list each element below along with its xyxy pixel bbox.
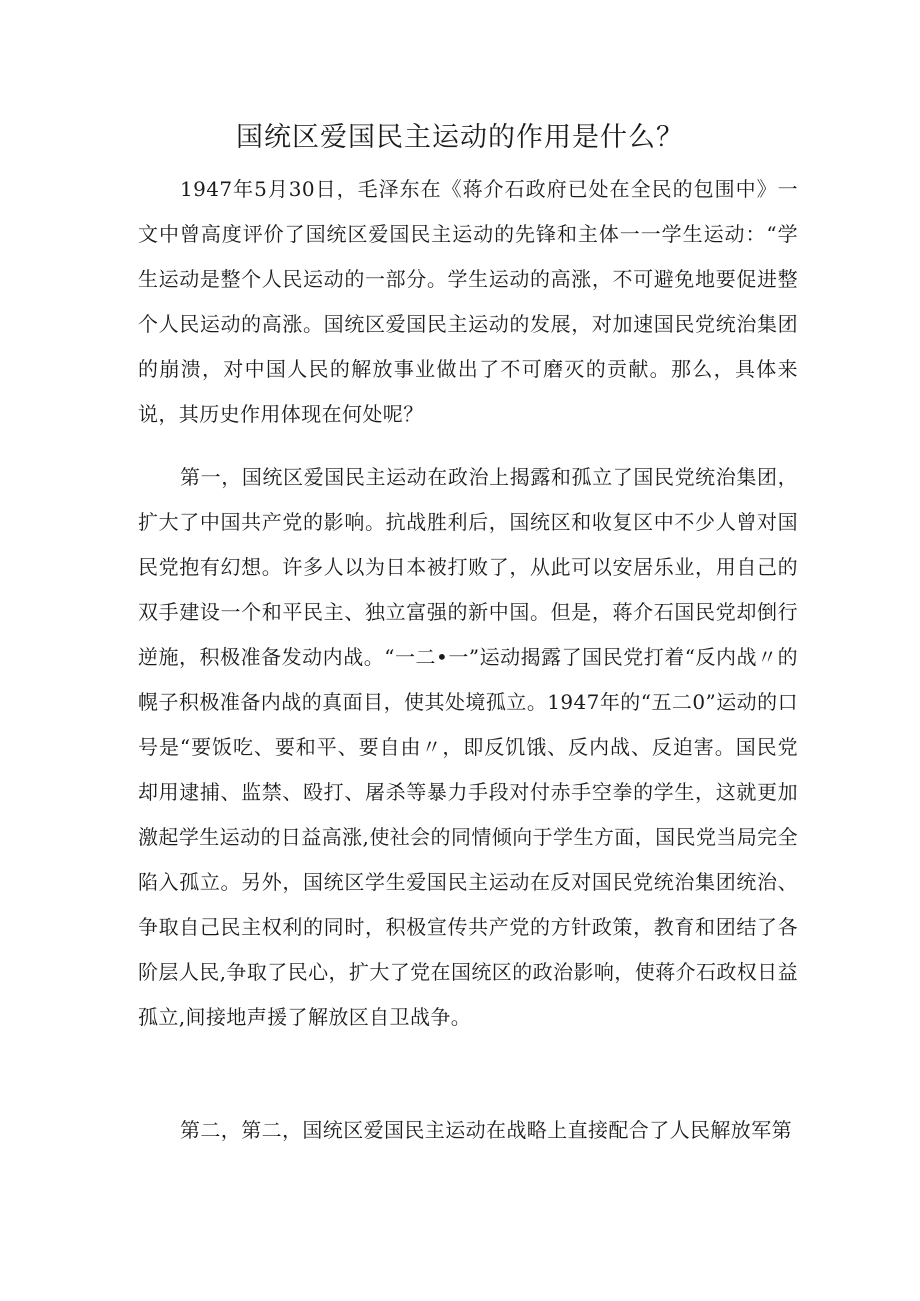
- paragraph-first-point: 第一，国统区爱国民主运动在政治上揭露和孤立了国民党统治集团，扩大了中国共产党的影响。抗战胜利后，国统区和收复区中不少人曾对国民党抱有幻想。许多人以为日本被打败了，从此可以安居乐业，用自己的双手建设一个和平民主、独立富强的新中国。但是，蒋介石国民党却倒行逆施，积极准备发动内战。“一二•一”运动揭露了国民党打着“反内战〃的幌子积极准备内战的真面目，使其处境孤立。1947年的“五二0”运动的口号是“要饭吃、要和平、要自由〃，即反饥饿、反内战、反迫害。国民党却用逮捕、监禁、殴打、屠杀等暴力手段对付赤手空拳的学生，这就更加激起学生运动的日益高涨,使社会的同情倾向于学生方面，国民党当局完全陷入孤立。另外，国统区学生爱国民主运动在反对国民党统治集团统治、争取自己民主权利的同时，积极宣传共产党的方针政策，教育和团结了各阶层人民,争取了民心，扩大了党在国统区的政治影响，使蒋介石政权日益孤立,间接地声援了解放区自卫战争。: [138, 465, 798, 1029]
- paragraph-intro: 1947年5月30日，毛泽东在《蒋介石政府已处在全民的包围中》一文中曾高度评价了国统区爱国民主运动的先锋和主体一一学生运动：“学生运动是整个人民运动的一部分。学生运动的高涨，不可避免地要促进整个人民运动的高涨。国统区爱国民主运动的发展，对加速国民党统治集团的崩溃，对中国人民的解放事业做出了不可磨灭的贡献。那么，具体来说，其历史作用体现在何处呢？: [138, 177, 798, 426]
- paragraph-second-point: 第二，第二，国统区爱国民主运动在战略上直接配合了人民解放军第: [180, 1118, 792, 1142]
- document-title: 国统区爱国民主运动的作用是什么？: [236, 122, 684, 153]
